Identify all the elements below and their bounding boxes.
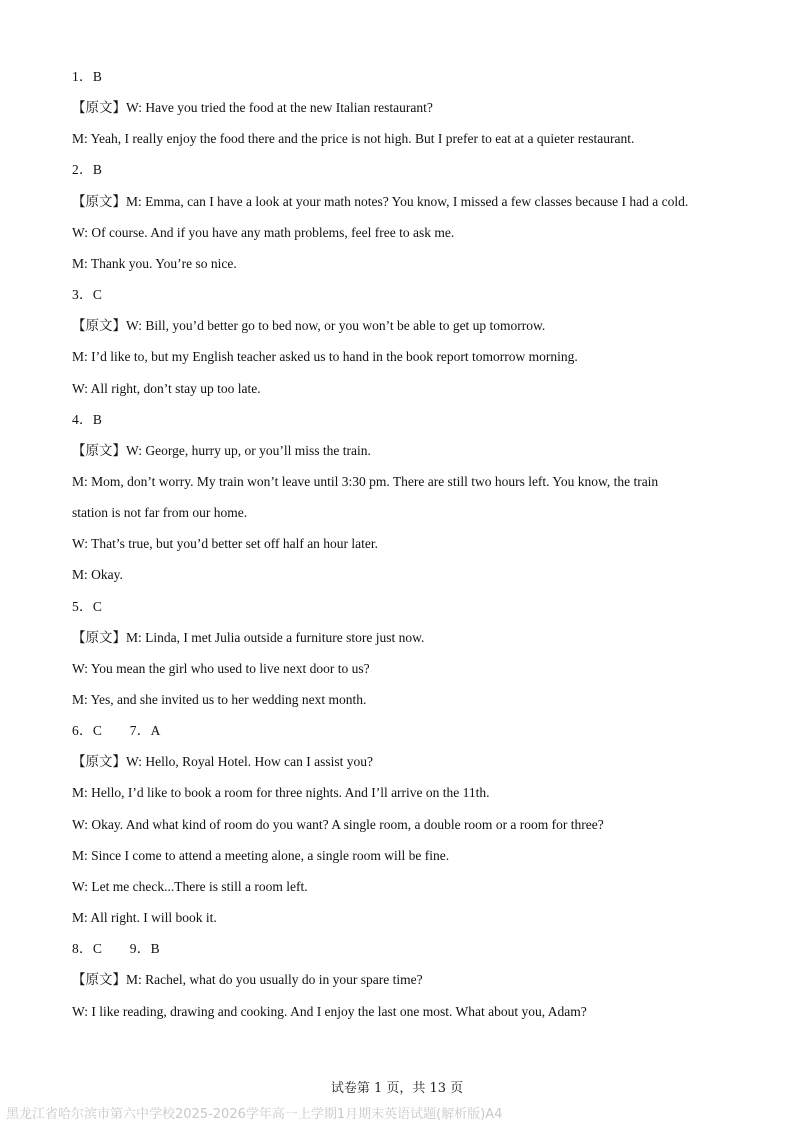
transcript-start-line: 【原文】M: Emma, can I have a look at your math notes? You know, I missed a few classes because I had a cold. [72, 193, 689, 209]
transcript-start-line: 【原文】W: Have you tried the food at the new Italian restaurant? [72, 100, 433, 116]
answer-line: 6．C 7．A [72, 723, 161, 739]
watermark: 黑龙江省哈尔滨市第六中学校2025-2026学年高一上学期1月期末英语试题(解析版)A4 [6, 1107, 503, 1122]
transcript-start-line: 【原文】M: Rachel, what do you usually do in your spare time? [72, 972, 423, 988]
transcript-start-line: 【原文】W: Bill, you’d better go to bed now, or you won’t be able to get up tomorrow. [72, 318, 546, 334]
transcript-line: M: Yeah, I really enjoy the food there and the price is not high. But I prefer to eat at a quieter restaurant. [72, 131, 635, 147]
transcript-line: M: Thank you. You’re so nice. [72, 255, 237, 271]
transcript-start-line: 【原文】M: Linda, I met Julia outside a furniture store just now. [72, 629, 425, 645]
answer-line: 3．C [72, 287, 103, 302]
transcript-line: M: I’d like to, but my English teacher asked us to hand in the book report tomorrow morning. [72, 349, 578, 365]
transcript-start-line: 【原文】W: Hello, Royal Hotel. How can I assist you? [72, 754, 373, 770]
transcript-line: M: Hello, I’d like to book a room for three nights. And I’ll arrive on the 11th. [72, 785, 490, 801]
transcript-line: station is not far from our home. [72, 505, 248, 521]
answer-line: 5．C [72, 598, 103, 614]
transcript-line: W: I like reading, drawing and cooking. And I enjoy the last one most. What about you, Adam? [72, 1003, 587, 1019]
transcript-line: M: Mom, don’t worry. My train won’t leave until 3:30 pm. There are still two hours left. You know, the train [72, 473, 659, 489]
transcript-line: W: Of course. And if you have any math problems, feel free to ask me. [72, 224, 455, 240]
answer-line: 4．B [72, 411, 103, 427]
answer-line: 8．C 9．B [72, 941, 160, 957]
transcript-start-line: 【原文】W: George, hurry up, or you’ll miss the train. [72, 442, 371, 458]
transcript-line: W: You mean the girl who used to live next door to us? [72, 660, 370, 676]
transcript-line: M: Since I come to attend a meeting alone, a single room will be fine. [72, 847, 450, 863]
answer-line: 1．B [72, 69, 103, 84]
transcript-line: M: All right. I will book it. [72, 910, 217, 925]
transcript-line: W: Let me check...There is still a room left. [72, 878, 308, 894]
transcript-line: M: Okay. [72, 567, 123, 583]
transcript-line: W: That’s true, but you’d better set off half an hour later. [72, 536, 379, 552]
transcript-line: W: All right, don’t stay up too late. [72, 380, 261, 396]
transcript-line: W: Okay. And what kind of room do you want? A single room, a double room or a room for three? [72, 816, 604, 832]
transcript-line: M: Yes, and she invited us to her wedding next month. [72, 692, 367, 707]
page-footer: 试卷第 1 页，共 13 页 [330, 1081, 464, 1096]
answer-line: 2．B [72, 162, 103, 178]
